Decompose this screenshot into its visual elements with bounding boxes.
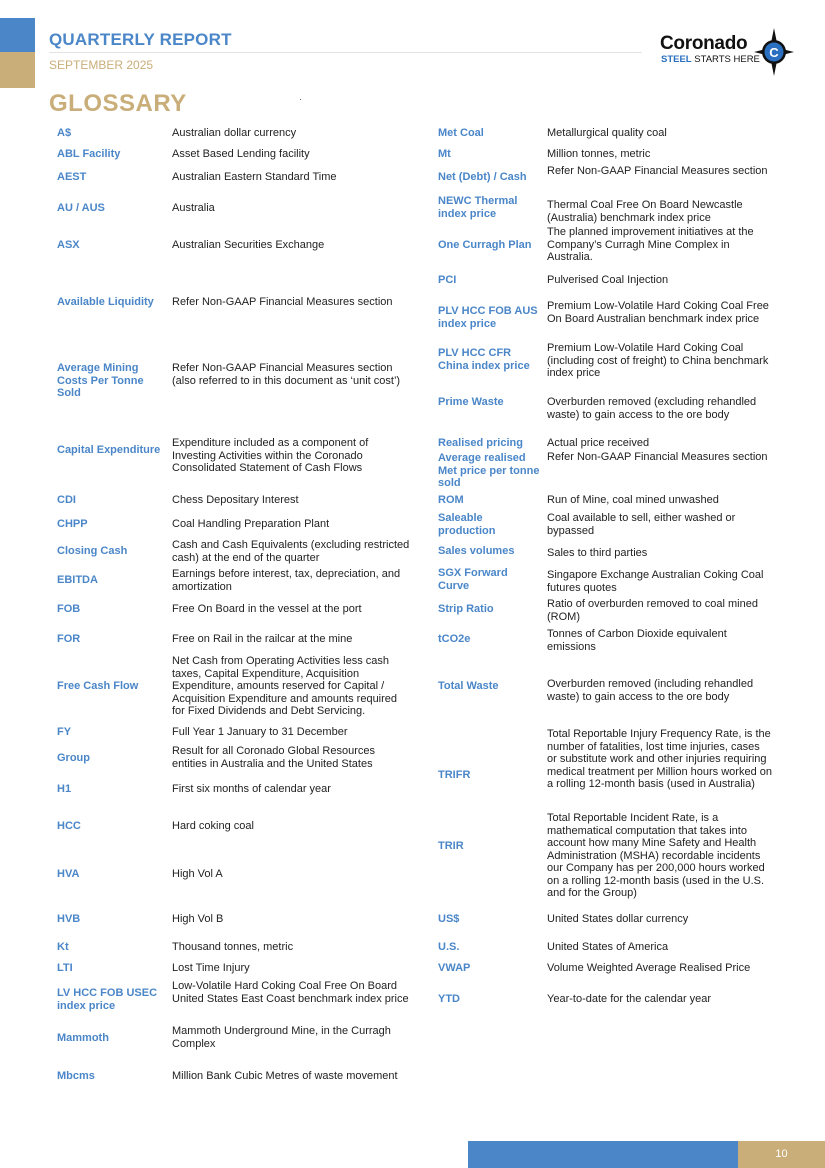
glossary-term: tCO2e bbox=[438, 633, 471, 645]
coronado-logo bbox=[658, 28, 798, 78]
glossary-term: Mammoth bbox=[57, 1032, 109, 1044]
glossary-definition: Refer Non-GAAP Financial Measures section bbox=[547, 451, 768, 463]
glossary-term: AU / AUS bbox=[57, 202, 105, 214]
glossary-term: Group bbox=[57, 752, 90, 764]
glossary-definition: United States of America bbox=[547, 941, 669, 953]
glossary-term: A$ bbox=[57, 127, 72, 139]
glossary-term: Strip Ratio bbox=[438, 603, 494, 615]
glossary-term: AEST bbox=[57, 171, 87, 183]
glossary-term: Closing Cash bbox=[57, 545, 128, 557]
glossary-definition: Full Year 1 January to 31 December bbox=[172, 726, 348, 738]
glossary-definition: Asset Based Lending facility bbox=[172, 148, 310, 160]
glossary-term: TRIFR bbox=[438, 769, 471, 781]
logo-tagline bbox=[661, 54, 760, 65]
glossary-definition: High Vol B bbox=[172, 913, 224, 925]
glossary-term: VWAP bbox=[438, 962, 471, 974]
glossary-definition: Refer Non-GAAP Financial Measures section (also referred to in this document as ‘unit cost’) bbox=[172, 362, 401, 387]
footer-accent-blue bbox=[468, 1141, 738, 1168]
report-date: SEPTEMBER 2025 bbox=[49, 58, 154, 72]
glossary-definition: Coal available to sell, either washed or bypassed bbox=[547, 512, 736, 537]
glossary-term: ROM bbox=[438, 494, 464, 506]
glossary-definition: Ratio of overburden removed to coal mined (ROM) bbox=[547, 598, 758, 623]
header-accent-tan bbox=[0, 52, 35, 88]
glossary-definition: Cash and Cash Equivalents (excluding restricted cash) at the end of the quarter bbox=[172, 539, 410, 564]
compass-logo-icon bbox=[754, 28, 794, 76]
glossary-term: Prime Waste bbox=[438, 396, 504, 408]
glossary-definition: Total Reportable Incident Rate, is a mathematical computation that takes into account how many Mine Safety and Health Administration (MSHA) recordable incidents our Company has per 200,000 hours worked on a rolling 12-month basis (used in the U.S. and for the Group) bbox=[547, 812, 765, 899]
glossary-definition: Overburden removed (excluding rehandled waste) to gain access to the ore body bbox=[547, 396, 757, 421]
glossary-definition: Tonnes of Carbon Dioxide equivalent emissions bbox=[547, 628, 727, 653]
glossary-term: FOR bbox=[57, 633, 81, 645]
glossary-definition: First six months of calendar year bbox=[172, 783, 331, 795]
glossary-definition: Expenditure included as a component of Investing Activities within the Coronado Consolidated Statement of Cash Flows bbox=[172, 437, 369, 474]
glossary-term: FY bbox=[57, 726, 72, 738]
glossary-term: Saleable production bbox=[438, 512, 496, 537]
glossary-term: Capital Expenditure bbox=[57, 444, 161, 456]
glossary-term: HCC bbox=[57, 820, 81, 832]
glossary-term: CHPP bbox=[57, 518, 88, 530]
logo-tagline-rest: STARTS HERE bbox=[691, 54, 760, 65]
glossary-definition: Coal Handling Preparation Plant bbox=[172, 518, 330, 530]
glossary-heading: GLOSSARY bbox=[49, 90, 187, 117]
glossary-term: HVA bbox=[57, 868, 80, 880]
glossary-term: H1 bbox=[57, 783, 72, 795]
glossary-definition: Free On Board in the vessel at the port bbox=[172, 603, 362, 615]
glossary-term: EBITDA bbox=[57, 574, 98, 586]
glossary-definition: Metallurgical quality coal bbox=[547, 127, 667, 139]
glossary-term: Met Coal bbox=[438, 127, 484, 139]
glossary-term: U.S. bbox=[438, 941, 460, 953]
glossary-term: NEWC Thermal index price bbox=[438, 195, 518, 220]
glossary-term: TRIR bbox=[438, 840, 464, 852]
glossary-definition: Australian Eastern Standard Time bbox=[172, 171, 337, 183]
glossary-definition: Mammoth Underground Mine, in the Curragh Complex bbox=[172, 1025, 391, 1050]
glossary-definition: Chess Depositary Interest bbox=[172, 494, 299, 506]
glossary-definition: Premium Low-Volatile Hard Coking Coal (including cost of freight) to China benchmark index price bbox=[547, 342, 769, 379]
glossary-term: Net (Debt) / Cash bbox=[438, 171, 527, 183]
glossary-definition: Premium Low-Volatile Hard Coking Coal Free On Board Australian benchmark index price bbox=[547, 300, 769, 325]
glossary-definition: Net Cash from Operating Activities less cash taxes, Capital Expenditure, Acquisition Expenditure, amounts reserved for Capital / Acquisition Expenditure and amounts required for Fixed Dividends and Debt Servicing. bbox=[172, 655, 398, 717]
glossary-term: Sales volumes bbox=[438, 545, 515, 557]
glossary-term: Kt bbox=[57, 941, 69, 953]
glossary-definition: Earnings before interest, tax, depreciation, and amortization bbox=[172, 568, 401, 593]
glossary-definition: Volume Weighted Average Realised Price bbox=[547, 962, 751, 974]
glossary-term: Available Liquidity bbox=[57, 296, 154, 308]
logo-mark-letter: C bbox=[769, 45, 779, 60]
glossary-definition: Year-to-date for the calendar year bbox=[547, 993, 712, 1005]
glossary-term: LV HCC FOB USEC index price bbox=[57, 987, 158, 1012]
glossary-definition: Australian Securities Exchange bbox=[172, 239, 325, 251]
glossary-term: Free Cash Flow bbox=[57, 680, 139, 692]
glossary-term: FOB bbox=[57, 603, 81, 615]
glossary-definition: Sales to third parties bbox=[547, 547, 648, 559]
stray-dot bbox=[300, 99, 301, 100]
glossary-definition: Run of Mine, coal mined unwashed bbox=[547, 494, 719, 506]
glossary-term: Mbcms bbox=[57, 1070, 95, 1082]
glossary-definition: Refer Non-GAAP Financial Measures section bbox=[172, 296, 393, 308]
glossary-definition: Low-Volatile Hard Coking Coal Free On Board United States East Coast benchmark index price bbox=[172, 980, 409, 1005]
glossary-definition: High Vol A bbox=[172, 868, 223, 880]
glossary-definition: Refer Non-GAAP Financial Measures section bbox=[547, 165, 768, 177]
glossary-term: YTD bbox=[438, 993, 460, 1005]
glossary-definition: Result for all Coronado Global Resources entities in Australia and the United States bbox=[172, 745, 375, 770]
glossary-definition: Thousand tonnes, metric bbox=[172, 941, 294, 953]
glossary-definition: Singapore Exchange Australian Coking Coal futures quotes bbox=[547, 569, 764, 594]
glossary-definition: Lost Time Injury bbox=[172, 962, 250, 974]
glossary-term: HVB bbox=[57, 913, 81, 925]
glossary-definition: Overburden removed (including rehandled waste) to gain access to the ore body bbox=[547, 678, 754, 703]
glossary-definition: Million Bank Cubic Metres of waste movement bbox=[172, 1070, 398, 1082]
logo-tagline-strong: STEEL bbox=[661, 54, 692, 65]
glossary-term: One Curragh Plan bbox=[438, 239, 532, 251]
header-divider bbox=[49, 52, 642, 53]
report-title: QUARTERLY REPORT bbox=[49, 30, 232, 49]
glossary-term: PLV HCC CFR China index price bbox=[438, 347, 530, 372]
logo-wordmark: Coronado bbox=[660, 33, 748, 54]
glossary-definition: Hard coking coal bbox=[172, 820, 254, 832]
page-number: 10 bbox=[775, 1148, 788, 1160]
glossary-term: Realised pricing bbox=[438, 437, 523, 449]
glossary-term: PCI bbox=[438, 274, 457, 286]
glossary-definition: Thermal Coal Free On Board Newcastle (Australia) benchmark index price bbox=[547, 199, 743, 224]
glossary-term: Average Mining Costs Per Tonne Sold bbox=[57, 362, 144, 399]
glossary-definition: United States dollar currency bbox=[547, 913, 689, 925]
glossary-definition: Australian dollar currency bbox=[172, 127, 297, 139]
glossary-term: ABL Facility bbox=[57, 148, 121, 160]
glossary-term: LTI bbox=[57, 962, 73, 974]
glossary-definition: The planned improvement initiatives at the Company’s Curragh Mine Complex in Australia. bbox=[547, 226, 754, 263]
glossary-term: Average realised Met price per tonne sold bbox=[438, 452, 540, 489]
glossary-definition: Free on Rail in the railcar at the mine bbox=[172, 633, 353, 645]
glossary-term: US$ bbox=[438, 913, 460, 925]
glossary-term: ASX bbox=[57, 239, 80, 251]
glossary-term: CDI bbox=[57, 494, 76, 506]
glossary-term: Total Waste bbox=[438, 680, 499, 692]
glossary-term: Mt bbox=[438, 148, 451, 160]
glossary-definition: Million tonnes, metric bbox=[547, 148, 651, 160]
glossary-definition: Pulverised Coal Injection bbox=[547, 274, 669, 286]
glossary-definition: Total Reportable Injury Frequency Rate, is the number of fatalities, lost time injuries, cases or substitute work and other injuries requiring medical treatment per Million hours worked on a rolling 12-month basis (used in Australia) bbox=[547, 728, 772, 790]
glossary-definition: Australia bbox=[172, 202, 215, 214]
glossary-definition: Actual price received bbox=[547, 437, 650, 449]
glossary-term: SGX Forward Curve bbox=[438, 567, 508, 592]
glossary-term: PLV HCC FOB AUS index price bbox=[438, 305, 538, 330]
header-accent-blue bbox=[0, 18, 35, 52]
